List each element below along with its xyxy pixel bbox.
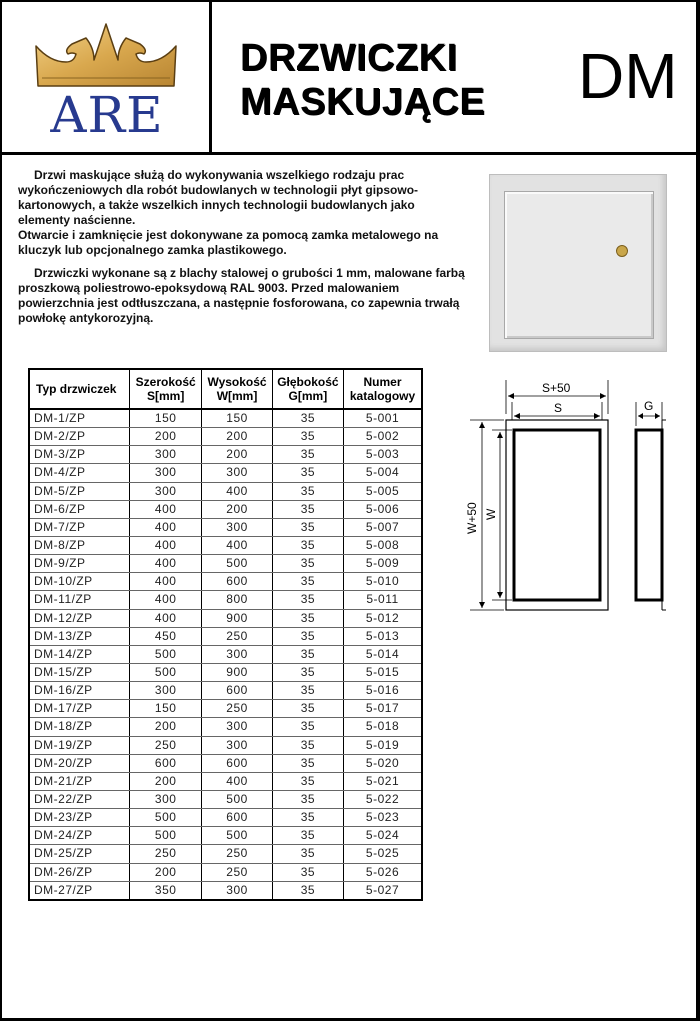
cell-catalog-number: 5-008 (344, 536, 422, 554)
cell-catalog-number: 5-010 (344, 573, 422, 591)
cell-height: 900 (202, 609, 272, 627)
table-row (29, 645, 422, 663)
cell-width: 200 (130, 772, 202, 790)
cell-catalog-number: 5-005 (344, 482, 422, 500)
cell-catalog-number: 5-022 (344, 790, 422, 808)
cell-catalog-number: 5-015 (344, 663, 422, 681)
cell-type: DM-27/ZP (29, 881, 130, 900)
cell-catalog-number: 5-024 (344, 827, 422, 845)
cell-height: 300 (202, 881, 272, 900)
cell-depth: 35 (272, 446, 343, 464)
cell-depth: 35 (272, 700, 343, 718)
cell-catalog-number: 5-026 (344, 863, 422, 881)
cell-depth: 35 (272, 736, 343, 754)
description-text-1b: Otwarcie i zamknięcie jest dokonywane za pomocą zamka metalowego na kluczyk lub opcjonalnego zamka plastikowego. (18, 228, 439, 257)
description-text-1: Drzwi maskujące służą do wykonywania wszelkiego rodzaju prac wykończeniowych dla robót budowlanych w technologii płyt gipsowo-kartonowych, a także wszelkich innych technologii budowlanych jako elementy naścienne. (18, 168, 419, 227)
cell-type: DM-22/ZP (29, 790, 130, 808)
cell-height: 400 (202, 482, 272, 500)
table-row (29, 627, 422, 645)
table-body (29, 409, 422, 900)
cell-depth: 35 (272, 663, 343, 681)
cell-depth: 35 (272, 591, 343, 609)
header-type: Typ drzwiczek (29, 369, 130, 409)
table-row (29, 555, 422, 573)
cell-height: 600 (202, 573, 272, 591)
title-line-2: MASKUJĄCE (240, 81, 486, 123)
cell-catalog-number: 5-001 (344, 409, 422, 428)
table-row (29, 663, 422, 681)
cell-width: 300 (130, 446, 202, 464)
cell-type: DM-14/ZP (29, 645, 130, 663)
cell-height: 300 (202, 645, 272, 663)
cell-depth: 35 (272, 682, 343, 700)
header-catalog-number: Numer katalogowy (344, 369, 422, 409)
cell-height: 250 (202, 863, 272, 881)
cell-catalog-number: 5-003 (344, 446, 422, 464)
cell-type: DM-7/ZP (29, 518, 130, 536)
cell-width: 600 (130, 754, 202, 772)
cell-height: 800 (202, 591, 272, 609)
cell-catalog-number: 5-006 (344, 500, 422, 518)
cell-width: 500 (130, 809, 202, 827)
cell-type: DM-1/ZP (29, 409, 130, 428)
cell-catalog-number: 5-004 (344, 464, 422, 482)
page-title (240, 36, 485, 124)
cell-width: 300 (130, 790, 202, 808)
cell-width: 400 (130, 500, 202, 518)
table-row (29, 790, 422, 808)
cell-height: 900 (202, 663, 272, 681)
dimension-diagram (462, 374, 682, 624)
cell-depth: 35 (272, 573, 343, 591)
title-line-1: DRZWICZKI (240, 37, 458, 79)
cell-catalog-number: 5-017 (344, 700, 422, 718)
cell-depth: 35 (272, 464, 343, 482)
cell-catalog-number: 5-025 (344, 845, 422, 863)
table-row (29, 736, 422, 754)
table-row (29, 518, 422, 536)
cell-type: DM-20/ZP (29, 754, 130, 772)
table-row (29, 536, 422, 554)
cell-width: 250 (130, 845, 202, 863)
table-row (29, 809, 422, 827)
cell-width: 200 (130, 428, 202, 446)
label-g: G (644, 399, 654, 413)
header-depth: Głębokość G[mm] (272, 369, 343, 409)
label-s-plus-50: S+50 (542, 381, 571, 395)
cell-height: 250 (202, 700, 272, 718)
cell-type: DM-10/ZP (29, 573, 130, 591)
cell-width: 400 (130, 536, 202, 554)
cell-depth: 35 (272, 555, 343, 573)
logo (2, 2, 212, 152)
cell-depth: 35 (272, 409, 343, 428)
table-row (29, 591, 422, 609)
cell-height: 300 (202, 464, 272, 482)
cell-height: 500 (202, 790, 272, 808)
cell-height: 600 (202, 809, 272, 827)
cell-width: 500 (130, 827, 202, 845)
cell-height: 150 (202, 409, 272, 428)
table-row (29, 845, 422, 863)
cell-type: DM-6/ZP (29, 500, 130, 518)
cell-catalog-number: 5-018 (344, 718, 422, 736)
table-row (29, 609, 422, 627)
cell-catalog-number: 5-020 (344, 754, 422, 772)
cell-type: DM-12/ZP (29, 609, 130, 627)
logo-text: ARE (50, 86, 164, 144)
cell-depth: 35 (272, 809, 343, 827)
cell-catalog-number: 5-009 (344, 555, 422, 573)
cell-type: DM-18/ZP (29, 718, 130, 736)
cell-catalog-number: 5-014 (344, 645, 422, 663)
cell-type: DM-11/ZP (29, 591, 130, 609)
cell-type: DM-21/ZP (29, 772, 130, 790)
cell-height: 250 (202, 845, 272, 863)
cell-type: DM-17/ZP (29, 700, 130, 718)
table-row (29, 718, 422, 736)
table-row (29, 863, 422, 881)
cell-width: 250 (130, 736, 202, 754)
cell-width: 500 (130, 663, 202, 681)
cell-width: 400 (130, 518, 202, 536)
lock-icon (616, 245, 628, 257)
cell-width: 200 (130, 863, 202, 881)
cell-type: DM-16/ZP (29, 682, 130, 700)
cell-depth: 35 (272, 754, 343, 772)
cell-height: 600 (202, 754, 272, 772)
cell-height: 250 (202, 627, 272, 645)
description-paragraph-2: Drzwiczki wykonane są z blachy stalowej o grubości 1 mm, malowane farbą proszkową poliestrowo-epoksydową RAL 9003. Przed malowaniem powierzchnia jest odtłuszczana, a następnie fosforowana, co zapewnia trwałą powłokę antykorozyjną. (18, 266, 465, 325)
table-row (29, 772, 422, 790)
cell-type: DM-13/ZP (29, 627, 130, 645)
table-row (29, 428, 422, 446)
cell-height: 300 (202, 718, 272, 736)
label-s: S (554, 401, 563, 415)
cell-depth: 35 (272, 645, 343, 663)
header (2, 2, 696, 155)
cell-catalog-number: 5-023 (344, 809, 422, 827)
table-row (29, 881, 422, 900)
table-row (29, 500, 422, 518)
product-code: DM (578, 40, 678, 112)
cell-type: DM-3/ZP (29, 446, 130, 464)
cell-width: 500 (130, 645, 202, 663)
product-photo (489, 174, 667, 352)
table-row (29, 700, 422, 718)
cell-type: DM-4/ZP (29, 464, 130, 482)
cell-depth: 35 (272, 827, 343, 845)
cell-depth: 35 (272, 881, 343, 900)
cell-depth: 35 (272, 772, 343, 790)
door-panel (504, 191, 654, 339)
label-w: W (484, 508, 498, 520)
cell-depth: 35 (272, 790, 343, 808)
cell-height: 200 (202, 446, 272, 464)
cell-height: 500 (202, 827, 272, 845)
cell-width: 150 (130, 700, 202, 718)
cell-catalog-number: 5-012 (344, 609, 422, 627)
cell-catalog-number: 5-019 (344, 736, 422, 754)
cell-catalog-number: 5-011 (344, 591, 422, 609)
cell-type: DM-5/ZP (29, 482, 130, 500)
cell-width: 400 (130, 609, 202, 627)
cell-width: 350 (130, 881, 202, 900)
cell-width: 400 (130, 591, 202, 609)
cell-type: DM-19/ZP (29, 736, 130, 754)
cell-width: 400 (130, 573, 202, 591)
cell-height: 400 (202, 536, 272, 554)
table-header-row (29, 369, 422, 409)
label-w-plus-50: W+50 (465, 502, 479, 534)
cell-depth: 35 (272, 609, 343, 627)
cell-width: 300 (130, 482, 202, 500)
cell-width: 300 (130, 682, 202, 700)
cell-depth: 35 (272, 428, 343, 446)
header-width: Szerokość S[mm] (130, 369, 202, 409)
table-row (29, 754, 422, 772)
description (18, 168, 468, 334)
table-row (29, 682, 422, 700)
cell-width: 200 (130, 718, 202, 736)
cell-width: 450 (130, 627, 202, 645)
cell-type: DM-15/ZP (29, 663, 130, 681)
cell-depth: 35 (272, 627, 343, 645)
cell-depth: 35 (272, 863, 343, 881)
cell-depth: 35 (272, 718, 343, 736)
header-height: Wysokość W[mm] (202, 369, 272, 409)
description-paragraph-1 (18, 168, 468, 258)
spec-table (28, 368, 423, 901)
cell-type: DM-2/ZP (29, 428, 130, 446)
cell-height: 200 (202, 428, 272, 446)
cell-height: 200 (202, 500, 272, 518)
cell-height: 300 (202, 736, 272, 754)
cell-catalog-number: 5-007 (344, 518, 422, 536)
cell-type: DM-26/ZP (29, 863, 130, 881)
cell-depth: 35 (272, 518, 343, 536)
cell-width: 400 (130, 555, 202, 573)
table-row (29, 409, 422, 428)
table-row (29, 482, 422, 500)
cell-height: 500 (202, 555, 272, 573)
cell-depth: 35 (272, 845, 343, 863)
cell-height: 300 (202, 518, 272, 536)
cell-height: 600 (202, 682, 272, 700)
cell-catalog-number: 5-027 (344, 881, 422, 900)
cell-catalog-number: 5-013 (344, 627, 422, 645)
cell-width: 300 (130, 464, 202, 482)
cell-type: DM-9/ZP (29, 555, 130, 573)
cell-height: 400 (202, 772, 272, 790)
cell-type: DM-8/ZP (29, 536, 130, 554)
cell-catalog-number: 5-002 (344, 428, 422, 446)
page (2, 2, 696, 1018)
cell-width: 150 (130, 409, 202, 428)
table-row (29, 446, 422, 464)
cell-depth: 35 (272, 500, 343, 518)
cell-type: DM-23/ZP (29, 809, 130, 827)
cell-depth: 35 (272, 482, 343, 500)
cell-type: DM-25/ZP (29, 845, 130, 863)
cell-catalog-number: 5-021 (344, 772, 422, 790)
cell-type: DM-24/ZP (29, 827, 130, 845)
cell-catalog-number: 5-016 (344, 682, 422, 700)
table-row (29, 827, 422, 845)
table-row (29, 573, 422, 591)
cell-depth: 35 (272, 536, 343, 554)
table-row (29, 464, 422, 482)
